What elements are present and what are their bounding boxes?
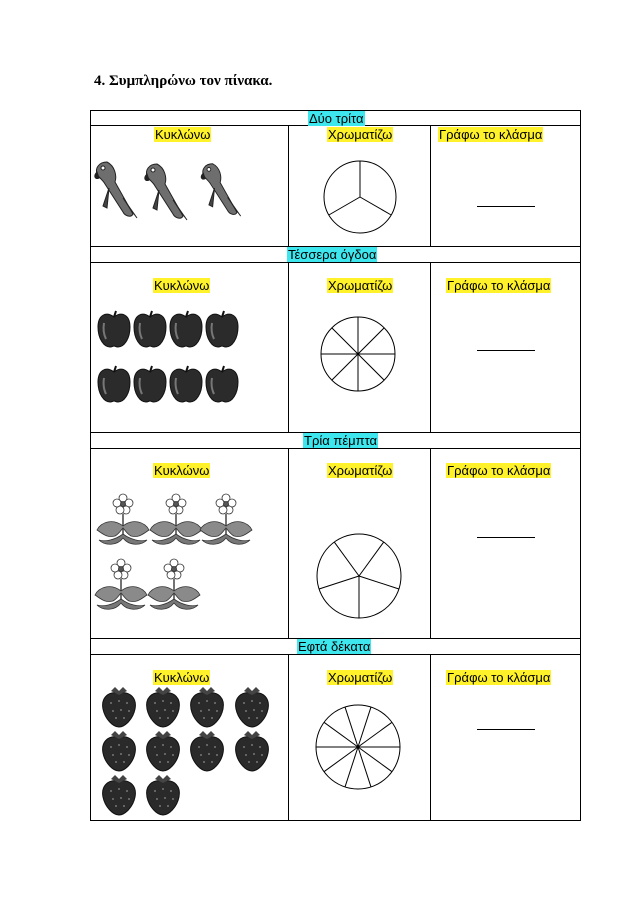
flower-icon[interactable] [146, 555, 202, 613]
column-header-write-1: Γράφω το κλάσμα [439, 127, 543, 142]
column-header-color-2: Χρωματίζω [328, 278, 393, 293]
parrot-icon[interactable] [143, 160, 191, 222]
apple-icon[interactable] [132, 309, 168, 349]
column-header-write-2: Γράφω το κλάσμα [447, 278, 551, 293]
apple-icon[interactable] [168, 364, 204, 404]
section-title-3: Τρία πέμπτα [304, 433, 378, 448]
answer-line-4[interactable] [477, 729, 535, 730]
answer-line-3[interactable] [477, 537, 535, 538]
apple-icon[interactable] [96, 309, 132, 349]
parrot-icon[interactable] [198, 160, 246, 218]
strawberry-icon[interactable] [99, 685, 139, 729]
strawberry-icon[interactable] [232, 685, 272, 729]
strawberry-icon[interactable] [143, 773, 183, 817]
column-header-circle-3: Κυκλώνω [154, 463, 210, 478]
flower-icon[interactable] [95, 490, 151, 548]
strawberry-icon[interactable] [187, 685, 227, 729]
answer-line-1[interactable] [477, 206, 535, 207]
strawberry-icon[interactable] [232, 729, 272, 773]
apple-icon[interactable] [96, 364, 132, 404]
column-header-write-4: Γράφω το κλάσμα [447, 670, 551, 685]
flower-icon[interactable] [198, 490, 254, 548]
parrot-icon[interactable] [93, 158, 141, 220]
apple-icon[interactable] [204, 364, 240, 404]
exercise-title: 4. Συμπληρώνω τον πίνακα. [94, 73, 273, 89]
strawberry-icon[interactable] [143, 729, 183, 773]
flower-icon[interactable] [148, 490, 204, 548]
column-header-circle-2: Κυκλώνω [154, 278, 210, 293]
strawberry-icon[interactable] [187, 729, 227, 773]
column-header-color-1: Χρωματίζω [328, 127, 393, 142]
flower-icon[interactable] [93, 555, 149, 613]
fraction-circle-fifths[interactable] [316, 533, 402, 619]
column-header-circle-1: Κυκλώνω [155, 127, 211, 142]
column-header-color-3: Χρωματίζω [328, 463, 393, 478]
strawberry-icon[interactable] [99, 773, 139, 817]
column-header-write-3: Γράφω το κλάσμα [447, 463, 551, 478]
answer-line-2[interactable] [477, 350, 535, 351]
strawberry-icon[interactable] [143, 685, 183, 729]
column-header-color-4: Χρωματίζω [328, 670, 393, 685]
apple-icon[interactable] [204, 309, 240, 349]
apple-icon[interactable] [168, 309, 204, 349]
fraction-circle-thirds[interactable] [323, 160, 397, 234]
strawberry-icon[interactable] [99, 729, 139, 773]
fraction-circle-eighths[interactable] [320, 316, 396, 392]
section-title-1: Δύο τρίτα [309, 111, 364, 126]
fraction-circle-tenths[interactable] [315, 704, 401, 790]
apple-icon[interactable] [132, 364, 168, 404]
section-title-4: Εφτά δέκατα [298, 639, 371, 654]
section-title-2: Τέσσερα όγδοα [288, 247, 377, 262]
column-header-circle-4: Κυκλώνω [154, 670, 210, 685]
